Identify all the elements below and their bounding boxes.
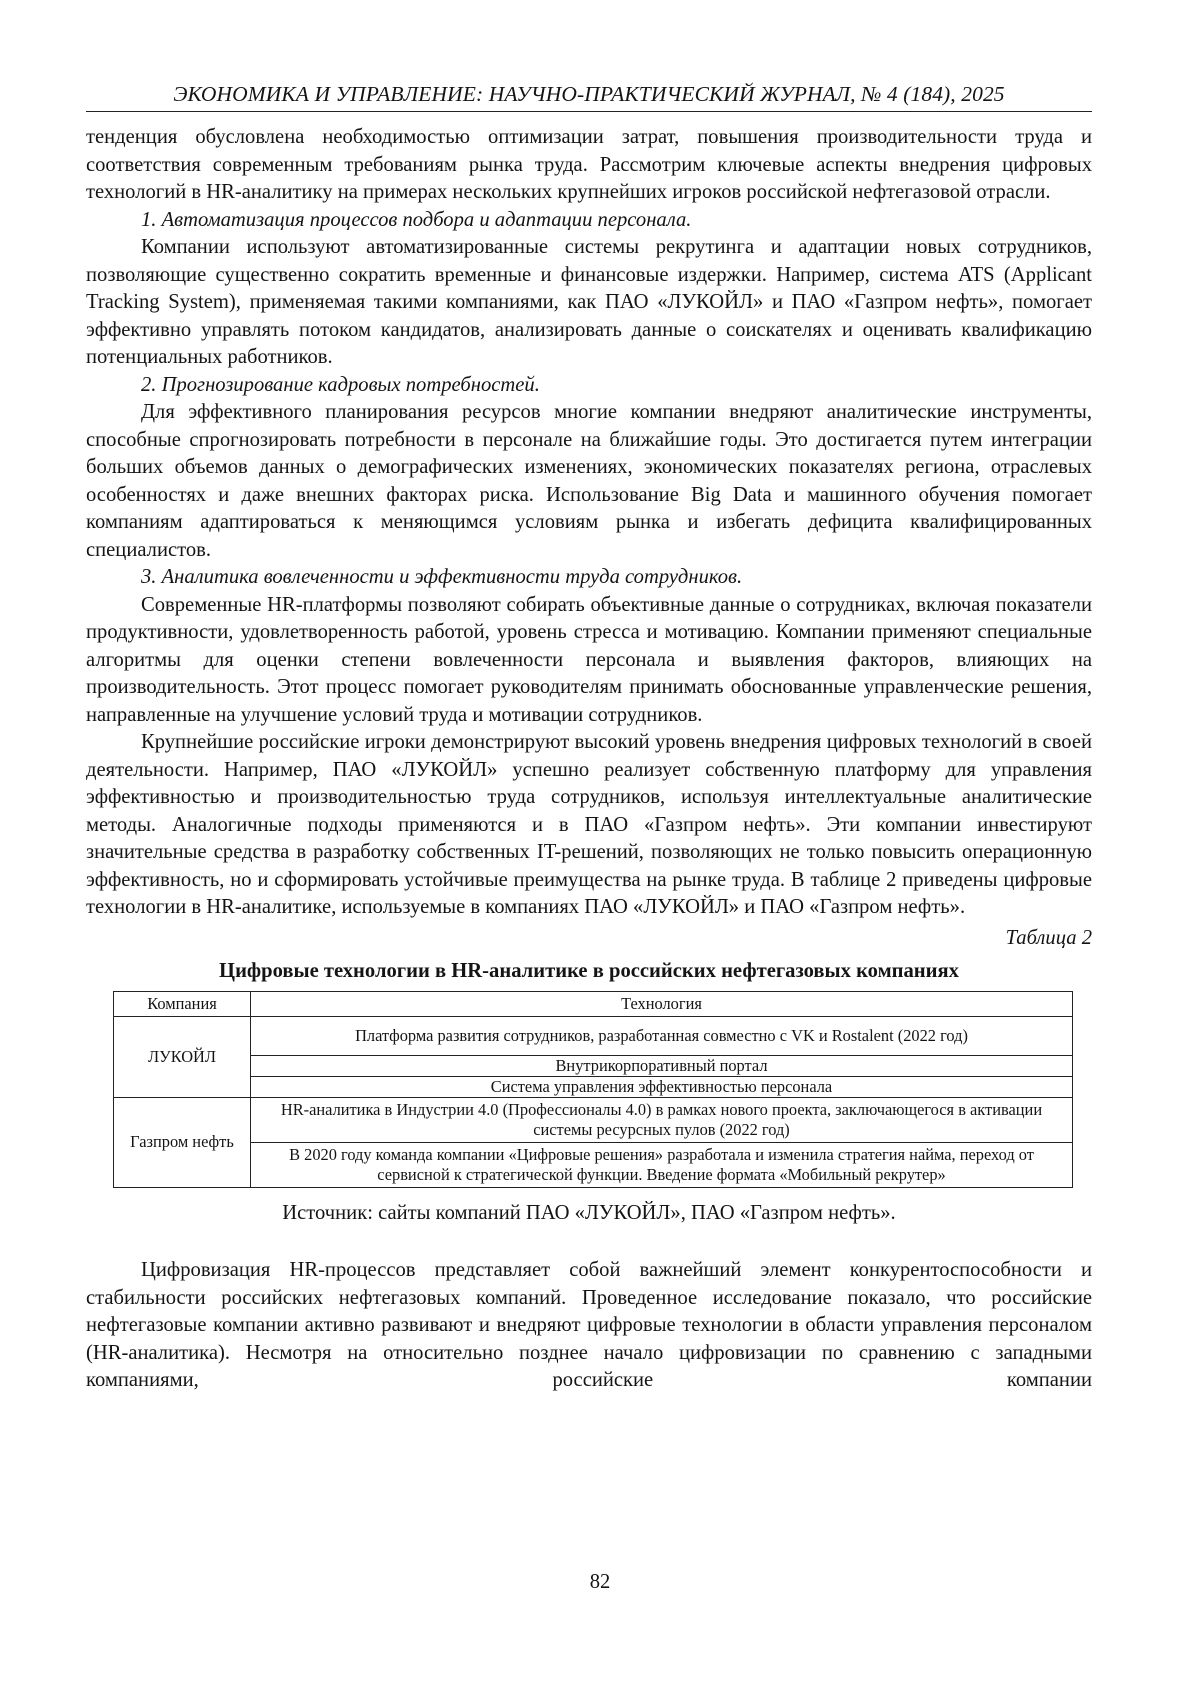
paragraph-forecasting: Для эффективного планирования ресурсов многие компании внедряют аналитические инструменты, способные спрогнозировать потребности в персонале на ближайшие годы. Это достигается путем интеграции больших объемов данных о демографических изменениях, экономических показателях региона, отраслевых особенностях и даже внешних факторах риска. Использование Big Data и машинного обучения помогает компаниям адаптироваться к меняющимся условиям рынка и избегать дефицита квалифицированных специалистов. [86, 399, 1092, 564]
technology-cell: В 2020 году команда компании «Цифровые решения» разработала и изменила стратегия найма, переход от сервисной к стратегической функции. Введение формата «Мобильный рекрутер» [251, 1142, 1073, 1187]
table-row [114, 1142, 1073, 1187]
paragraph-companies: Крупнейшие российские игроки демонстрируют высокий уровень внедрения цифровых технологий в своей деятельности. Например, ПАО «ЛУКОЙЛ» успешно реализует собственную платформу для управления эффективностью и производительностью труда сотрудников, используя интеллектуальные аналитические методы. Аналогичные подходы применяются и в ПАО «Газпром нефть». Эти компании инвестируют значительные средства в разработку собственных IT-решений, позволяющих не только повысить операционную эффективность, но и сформировать устойчивые преимущества на рынке труда. В таблице 2 приведены цифровые технологии в HR-аналитике, используемые в компаниях ПАО «ЛУКОЙЛ» и ПАО «Газпром нефть». [86, 729, 1092, 922]
header-technology: Технология [251, 991, 1073, 1016]
technology-table [113, 991, 1073, 1188]
subheading-engagement: 3. Аналитика вовлеченности и эффективности труда сотрудников. [86, 564, 1092, 592]
article-body [86, 124, 1092, 922]
page [86, 82, 1092, 1395]
company-lukoil: ЛУКОЙЛ [114, 1016, 251, 1097]
subheading-forecasting: 2. Прогнозирование кадровых потребностей. [86, 372, 1092, 400]
table-row [114, 1097, 1073, 1142]
journal-header: ЭКОНОМИКА И УПРАВЛЕНИЕ: НАУЧНО-ПРАКТИЧЕСКИЙ ЖУРНАЛ, № 4 (184), 2025 [86, 82, 1092, 112]
technology-cell: Внутрикорпоративный портал [251, 1055, 1073, 1076]
paragraph-conclusion: Цифровизация HR-процессов представляет собой важнейший элемент конкурентоспособности и стабильности российских нефтегазовых компаний. Проведенное исследование показало, что российские нефтегазовые компании активно развивают и внедряют цифровые технологии в области управления персоналом (HR-аналитика). Несмотря на относительно позднее начало цифровизации по сравнению с западными компаниями, российские компании [86, 1257, 1092, 1395]
paragraph-recruitment: Компании используют автоматизированные системы рекрутинга и адаптации новых сотрудников, позволяющие существенно сократить временные и финансовые издержки. Например, система ATS (Applicant Tracking System), применяемая такими компаниями, как ПАО «ЛУКОЙЛ» и ПАО «Газпром нефть», помогает эффективно управлять потоком кандидатов, анализировать данные о соискателях и оценивать квалификацию потенциальных работников. [86, 234, 1092, 372]
table-row [114, 1016, 1073, 1055]
table-source: Источник: сайты компаний ПАО «ЛУКОЙЛ», ПАО «Газпром нефть». [86, 1200, 1092, 1228]
table-row [114, 1055, 1073, 1076]
paragraph-intro: тенденция обусловлена необходимостью оптимизации затрат, повышения производительности труда и соответствия современным требованиям рынка труда. Рассмотрим ключевые аспекты внедрения цифровых технологий в HR-аналитику на примерах нескольких крупнейших игроков российской нефтегазовой отрасли. [86, 124, 1092, 207]
conclusion-section [86, 1257, 1092, 1395]
table-row [114, 1076, 1073, 1097]
paragraph-engagement: Современные HR-платформы позволяют собирать объективные данные о сотрудниках, включая показатели продуктивности, удовлетворенность работой, уровень стресса и мотивацию. Компании применяют специальные алгоритмы для оценки степени вовлеченности персонала и выявления факторов, влияющих на производительность. Этот процесс помогает руководителям принимать обоснованные управленческие решения, направленные на улучшение условий труда и мотивации сотрудников. [86, 592, 1092, 730]
company-gazprom-neft: Газпром нефть [114, 1097, 251, 1187]
table-title: Цифровые технологии в HR-аналитике в российских нефтегазовых компаниях [86, 958, 1092, 986]
page-number: 82 [0, 1571, 1200, 1594]
header-company: Компания [114, 991, 251, 1016]
technology-cell: HR-аналитика в Индустрии 4.0 (Профессионалы 4.0) в рамках нового проекта, заключающегося в активации системы ресурсных пулов (2022 год) [251, 1097, 1073, 1142]
technology-cell: Система управления эффективностью персонала [251, 1076, 1073, 1097]
subheading-recruitment: 1. Автоматизация процессов подбора и адаптации персонала. [86, 207, 1092, 235]
table-label: Таблица 2 [86, 925, 1092, 953]
table-header-row [114, 991, 1073, 1016]
technology-cell: Платформа развития сотрудников, разработанная совместно с VK и Rostalent (2022 год) [251, 1016, 1073, 1055]
